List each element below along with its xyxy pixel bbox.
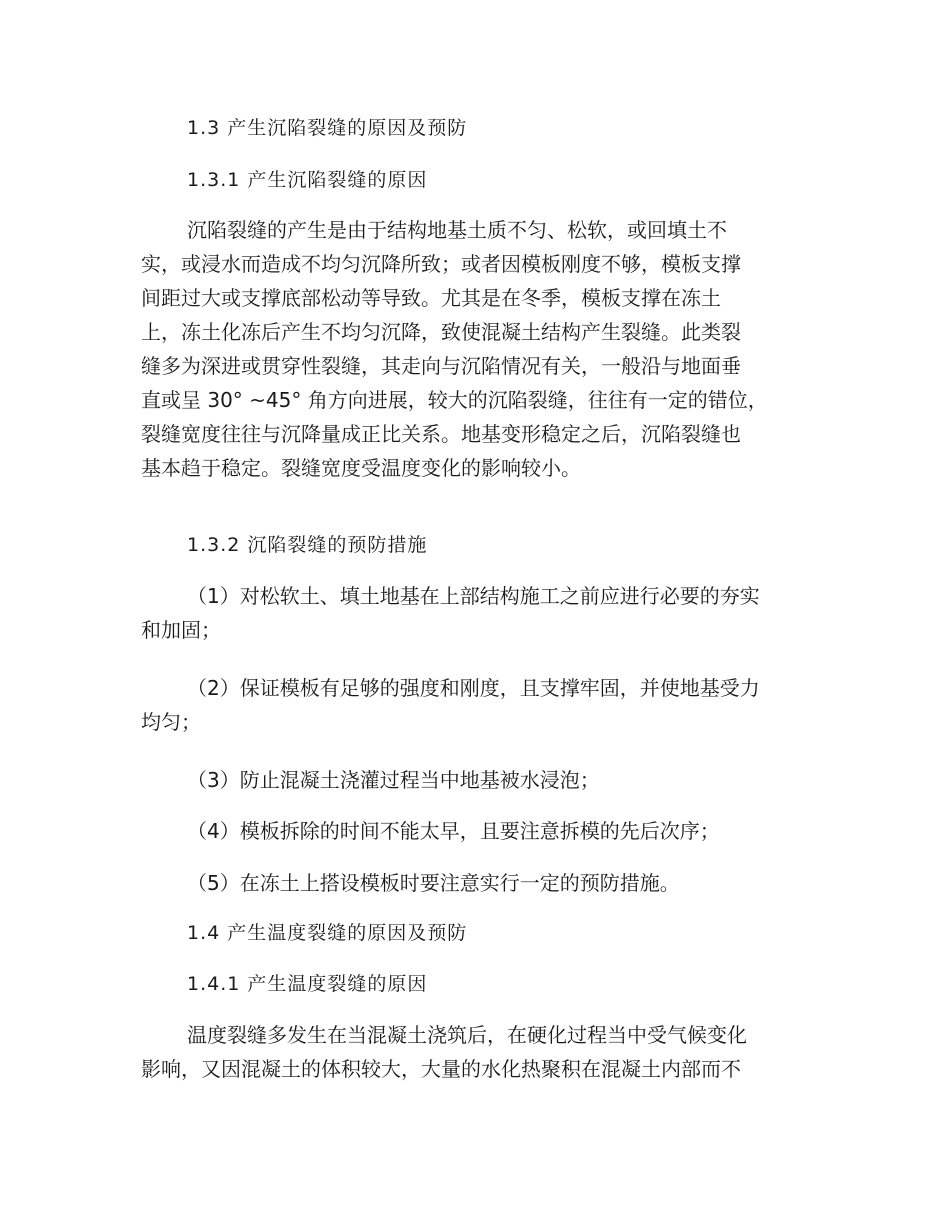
paragraph-line: 裂缝宽度往往与沉降量成正比关系。地基变形稳定之后，沉陷裂缝也 xyxy=(141,422,741,446)
paragraph-line: 上，冻土化冻后产生不均匀沉降，致使混凝土结构产生裂缝。此类裂 xyxy=(141,320,741,344)
paragraph-line: 间距过大或支撑底部松动等导致。尤其是在冬季，模板支撑在冻土 xyxy=(141,286,721,310)
list-item-line: （3）防止混凝土浇灌过程当中地基被水浸泡； xyxy=(187,768,600,792)
list-item-line: 均匀； xyxy=(141,710,201,734)
section-heading-1-3: 1.3 产生沉陷裂缝的原因及预防 xyxy=(187,117,468,139)
list-item-line: （1）对松软土、填土地基在上部结构施工之前应进行必要的夯实 xyxy=(187,584,760,608)
section-heading-1-3-1: 1.3.1 产生沉陷裂缝的原因 xyxy=(187,169,428,191)
list-item-line: （4）模板拆除的时间不能太早，且要注意拆模的先后次序； xyxy=(187,819,720,843)
paragraph-settlement-cause xyxy=(141,213,811,485)
section-heading-1-3-2: 1.3.2 沉陷裂缝的预防措施 xyxy=(187,534,428,556)
paragraph-line: 温度裂缝多发生在当混凝土浇筑后，在硬化过程当中受气候变化 xyxy=(187,1023,747,1047)
list-item-3 xyxy=(141,763,811,797)
paragraph-line: 实，或浸水而造成不均匀沉降所致；或者因模板刚度不够，模板支撑 xyxy=(141,252,741,276)
paragraph-line: 基本趋于稳定。裂缝宽度受温度变化的影响较小。 xyxy=(141,456,581,480)
paragraph-line: 直或呈 30° ~45° 角方向进展，较大的沉陷裂缝，往往有一定的错位， xyxy=(141,388,768,412)
paragraph-line: 影响，又因混凝土的体积较大，大量的水化热聚积在混凝土内部而不 xyxy=(141,1057,741,1081)
list-item-4 xyxy=(141,814,811,848)
list-item-1 xyxy=(141,579,811,647)
list-item-line: （2）保证模板有足够的强度和刚度，且支撑牢固，并使地基受力 xyxy=(187,676,760,700)
list-item-line: （5）在冻土上搭设模板时要注意实行一定的预防措施。 xyxy=(187,871,680,895)
section-heading-1-4-1: 1.4.1 产生温度裂缝的原因 xyxy=(187,973,428,995)
paragraph-temperature-cause xyxy=(141,1018,811,1086)
section-heading-1-4: 1.4 产生温度裂缝的原因及预防 xyxy=(187,922,468,944)
paragraph-line: 缝多为深进或贯穿性裂缝，其走向与沉陷情况有关，一般沿与地面垂 xyxy=(141,354,741,378)
list-item-line: 和加固； xyxy=(141,618,221,642)
list-item-5 xyxy=(141,866,811,900)
list-item-2 xyxy=(141,671,811,739)
paragraph-line: 沉陷裂缝的产生是由于结构地基土质不匀、松软，或回填土不 xyxy=(187,218,727,242)
